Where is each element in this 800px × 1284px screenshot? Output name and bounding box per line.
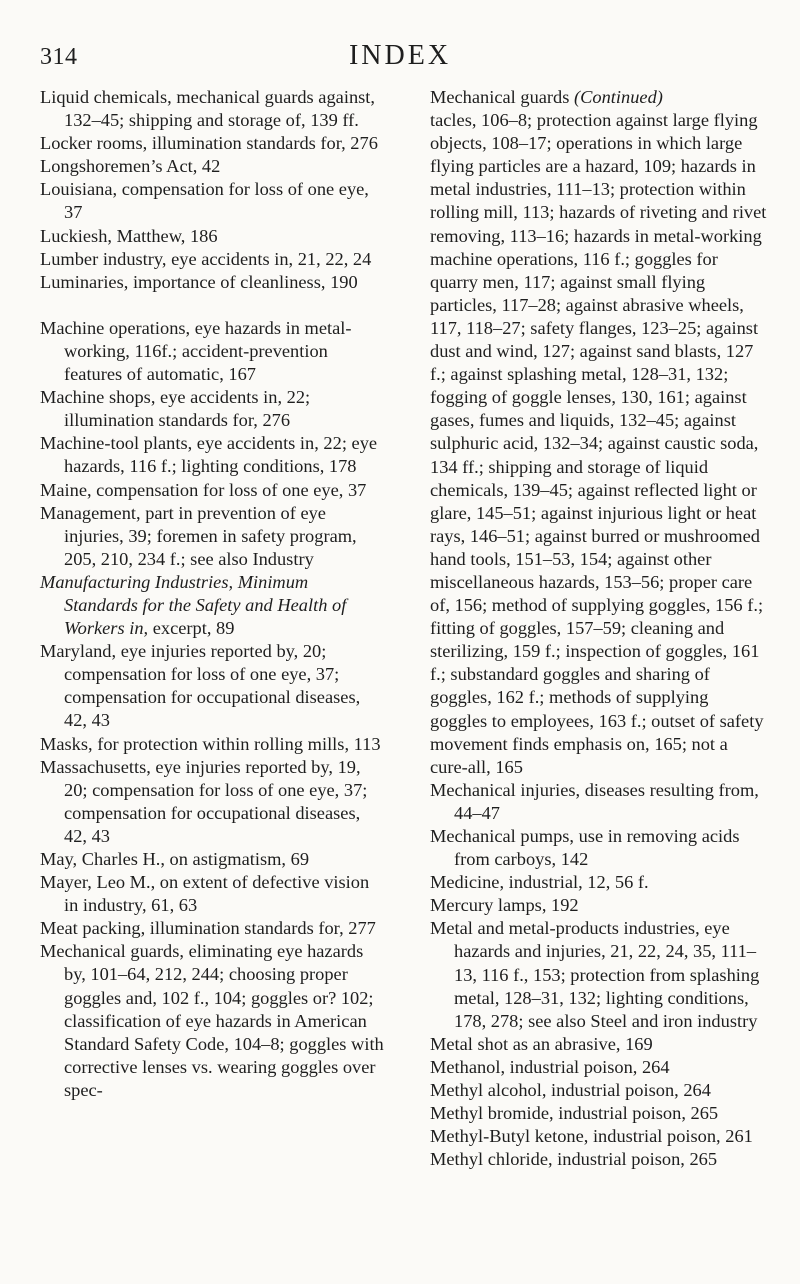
page-title: INDEX [348,40,452,71]
italic-title: Manufacturing Industries, Minimum Standards for the Safety and Health of Workers in, [40,571,347,639]
index-entry: Machine operations, eye hazards in metal-working, 116f.; accident-prevention features of automatic, 167 [40,317,352,385]
index-entry: Liquid chemicals, mechanical guards against, 132–45; shipping and storage of, 139 ff. [40,87,376,131]
index-entry: Methyl-Butyl ketone, industrial poison, 261 [430,1126,753,1147]
index-entry-italic-title [40,571,384,640]
index-entry: Mechanical injuries, diseases resulting from, 44–47 [430,779,759,823]
index-entry: Luckiesh, Matthew, 186 [40,225,218,246]
index-column-left [40,86,384,1102]
index-entry: Methyl alcohol, industrial poison, 264 [430,1080,711,1101]
index-entry: Lumber industry, eye accidents in, 21, 22, 24 [40,248,372,269]
index-entry: Meat packing, illumination standards for, 277 [40,918,376,939]
index-entry: Maryland, eye injuries reported by, 20; compensation for loss of one eye, 37; compensation for occupational diseases, 42, 43 [40,641,361,731]
index-column-right [430,86,768,1171]
continued-heading [430,86,768,109]
index-entry: Machine-tool plants, eye accidents in, 22; eye hazards, 116 f.; lighting conditions, 178 [40,433,378,477]
page-number: 314 [40,44,78,70]
continued-marker: (Continued) [574,87,663,107]
index-entry: Massachusetts, eye injuries reported by, 19, 20; compensation for loss of one eye, 37; compensation for occupational diseases, 42, 43 [40,756,368,846]
continued-label: Mechanical guards [430,87,570,107]
index-entry: Metal shot as an abrasive, 169 [430,1033,653,1054]
index-entry: Mercury lamps, 192 [430,895,579,916]
index-entry: Metal and metal-products industries, eye hazards and injuries, 21, 22, 24, 35, 111–13, 116 f., 153; protection from splashing metal, 128–31, 132; lighting conditions, 178, 278; see also Steel and iron industry [430,918,760,1031]
index-entry: May, Charles H., on astigmatism, 69 [40,849,310,869]
index-entry: Machine shops, eye accidents in, 22; illumination standards for, 276 [40,387,311,431]
index-entry: Louisiana, compensation for loss of one eye, 37 [40,179,369,223]
index-entry: Methanol, industrial poison, 264 [430,1056,670,1077]
index-entry: Methyl chloride, industrial poison, 265 [430,1149,718,1170]
index-entry: Mayer, Leo M., on extent of defective vision in industry, 61, 63 [40,872,370,916]
index-entry: Locker rooms, illumination standards for, 276 [40,133,378,154]
index-entry: Luminaries, importance of cleanliness, 190 [40,271,358,292]
index-entry: tacles, 106–8; protection against large flying objects, 108–17; operations in which large flying particles are a hazard, 109; hazards in metal industries, 111–13; protection within rolling mill, 113; hazards of riveting and rivet removing, 113–16; hazards in metal-working machine operations, 116 f.; goggles for quarry men, 117; against small flying particles, 117–28; against abrasive wheels, 117, 118–27; safety flanges, 123–25; against dust and wind, 127; against sand blasts, 127 f.; against splashing metal, 128–31, 132; fogging of goggle lenses, 130, 161; against gases, fumes and liquids, 132–45; against sulphuric acid, 132–34; against caustic soda, 134 ff.; shipping and storage of liquid chemicals, 139–45; against reflected light or glare, 145–51; against injurious light or heat rays, 146–51; against burred or mushroomed hand tools, 151–53, 154; against other miscellaneous hazards, 153–56; proper care of, 156; method of supplying goggles, 156 f.; fitting of goggles, 157–59; cleaning and sterilizing, 159 f.; inspection of goggles, 161 f.; substandard goggles and sharing of goggles, 162 f.; methods of supplying goggles to employees, 163 f.; outset of safety movement finds emphasis on, 165; not a cure-all, 165 [430,110,767,777]
index-entry: Management, part in prevention of eye injuries, 39; foremen in safety program, 205, 210, 234 f.; see also Industry [40,502,357,569]
index-entry: Maine, compensation for loss of one eye, 37 [40,479,367,500]
entry-pages: excerpt, 89 [148,618,235,639]
index-entry: Methyl bromide, industrial poison, 265 [430,1103,719,1124]
index-entry: Medicine, industrial, 12, 56 f. [430,872,649,893]
index-entry: Masks, for protection within rolling mills, 113 [40,733,381,754]
index-entry: Longshoremen’s Act, 42 [40,156,221,177]
index-entry: Mechanical pumps, use in removing acids from carboys, 142 [430,826,740,870]
index-entry: Mechanical guards, eliminating eye hazards by, 101–64, 212, 244; choosing proper goggles and, 102 f., 104; goggles or? 102; classification of eye hazards in American Standard Safety Code, 104–8; goggles with corrective lenses vs. wearing goggles over spec- [40,941,384,1100]
